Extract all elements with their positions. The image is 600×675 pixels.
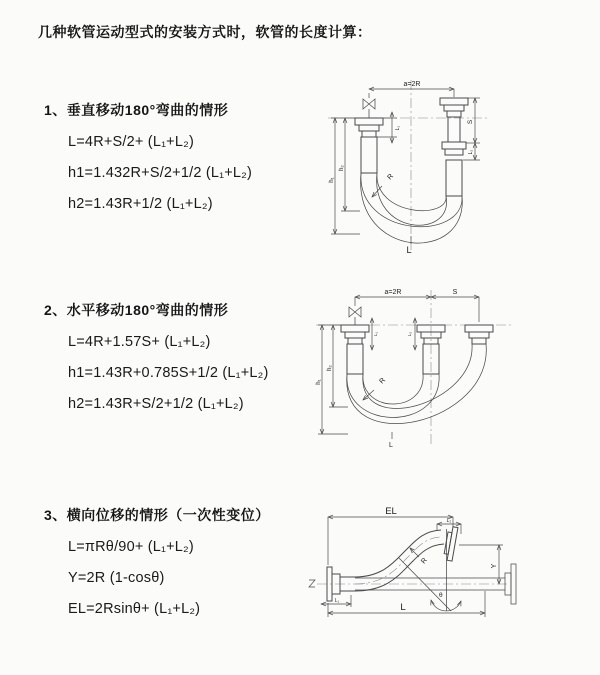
dim-label-theta: θ xyxy=(439,592,443,599)
formula-line: EL=2Rsinθ+ (L₁+L₂) xyxy=(68,601,201,617)
diagram-vertical-180-bend xyxy=(312,76,594,256)
formula-list xyxy=(44,532,270,625)
dim-label-length: L xyxy=(406,245,412,255)
section-heading: 1、垂直移动180°弯曲的情形 xyxy=(44,102,229,118)
hose-s-curve xyxy=(355,530,444,591)
dim-label-s: S xyxy=(467,119,474,125)
left-pipe-flange xyxy=(341,325,369,374)
dim-label-l2: L₂ xyxy=(407,331,412,337)
formula-line: h2=1.43R+S/2+1/2 (L₁+L₂) xyxy=(68,396,244,412)
dim-label-l1: L₁ xyxy=(334,598,340,604)
section-heading: 2、水平移动180°弯曲的情形 xyxy=(44,302,229,318)
dim-label-y: Y xyxy=(491,563,498,569)
dim-label-s: S xyxy=(452,289,458,296)
dim-label-radius: R xyxy=(378,376,387,386)
formula-line: L=4R+S/2+ (L₁+L₂) xyxy=(68,134,194,150)
right-pipe-flange xyxy=(440,98,468,196)
formula-list xyxy=(44,127,252,220)
dim-label-h2: h₂ xyxy=(339,165,345,171)
dim-label-length: L xyxy=(389,442,393,449)
dim-label-l1: L₁ xyxy=(373,331,378,337)
dim-label-radius: R xyxy=(420,556,429,566)
formula-line: L=πRθ/90+ (L₁+L₂) xyxy=(68,539,194,555)
hose-u-bend xyxy=(347,344,487,424)
displaced-end-flange xyxy=(443,526,458,561)
formula-line: h1=1.43R+0.785S+1/2 (L₁+L₂) xyxy=(68,365,269,381)
formula-line: h1=1.432R+S/2+1/2 (L₁+L₂) xyxy=(68,165,253,181)
page-title: 几种软管运动型式的安装方式时，软管的长度计算： xyxy=(38,24,372,40)
section-vertical-movement xyxy=(44,100,252,220)
dim-label-l2: L₂ xyxy=(446,518,452,524)
valve-icon xyxy=(349,307,361,317)
right-pipe-flange xyxy=(465,325,493,344)
dim-label-h1: h₁ xyxy=(329,177,335,183)
braided-hose-section xyxy=(347,344,363,374)
dim-label-a2r: a=2R xyxy=(384,289,402,296)
diagram-lateral-displacement xyxy=(303,503,600,653)
formula-line: Y=2R (1-cosθ) xyxy=(68,570,165,586)
formula-list xyxy=(44,327,269,420)
dim-label-l2: L₂ xyxy=(468,149,474,155)
dim-label-length: L xyxy=(400,602,406,613)
hose-u-bend xyxy=(361,173,463,243)
dim-label-radius: R xyxy=(386,172,395,182)
dim-label-h1: h₁ xyxy=(316,379,322,385)
dim-label-a2r: a=2R xyxy=(403,81,421,88)
formula-line: L=4R+1.57S+ (L₁+L₂) xyxy=(68,334,211,350)
diagram-horizontal-180-bend xyxy=(308,282,600,452)
radius-line xyxy=(399,558,451,611)
formula-line: h2=1.43R+1/2 (L₁+L₂) xyxy=(68,196,213,212)
braided-hose-section xyxy=(361,137,377,173)
dim-label-h2: h₂ xyxy=(327,365,333,371)
left-pipe-flange xyxy=(355,118,383,173)
section-horizontal-movement xyxy=(44,300,269,420)
section-lateral-displacement xyxy=(44,505,270,625)
valve-icon xyxy=(363,99,375,109)
break-mark xyxy=(309,580,315,587)
braided-hose-section xyxy=(446,160,462,196)
dim-label-el: EL xyxy=(385,506,397,517)
section-heading: 3、横向位移的情形（一次性变位） xyxy=(44,507,270,523)
dim-label-l1: L₁ xyxy=(395,125,401,131)
